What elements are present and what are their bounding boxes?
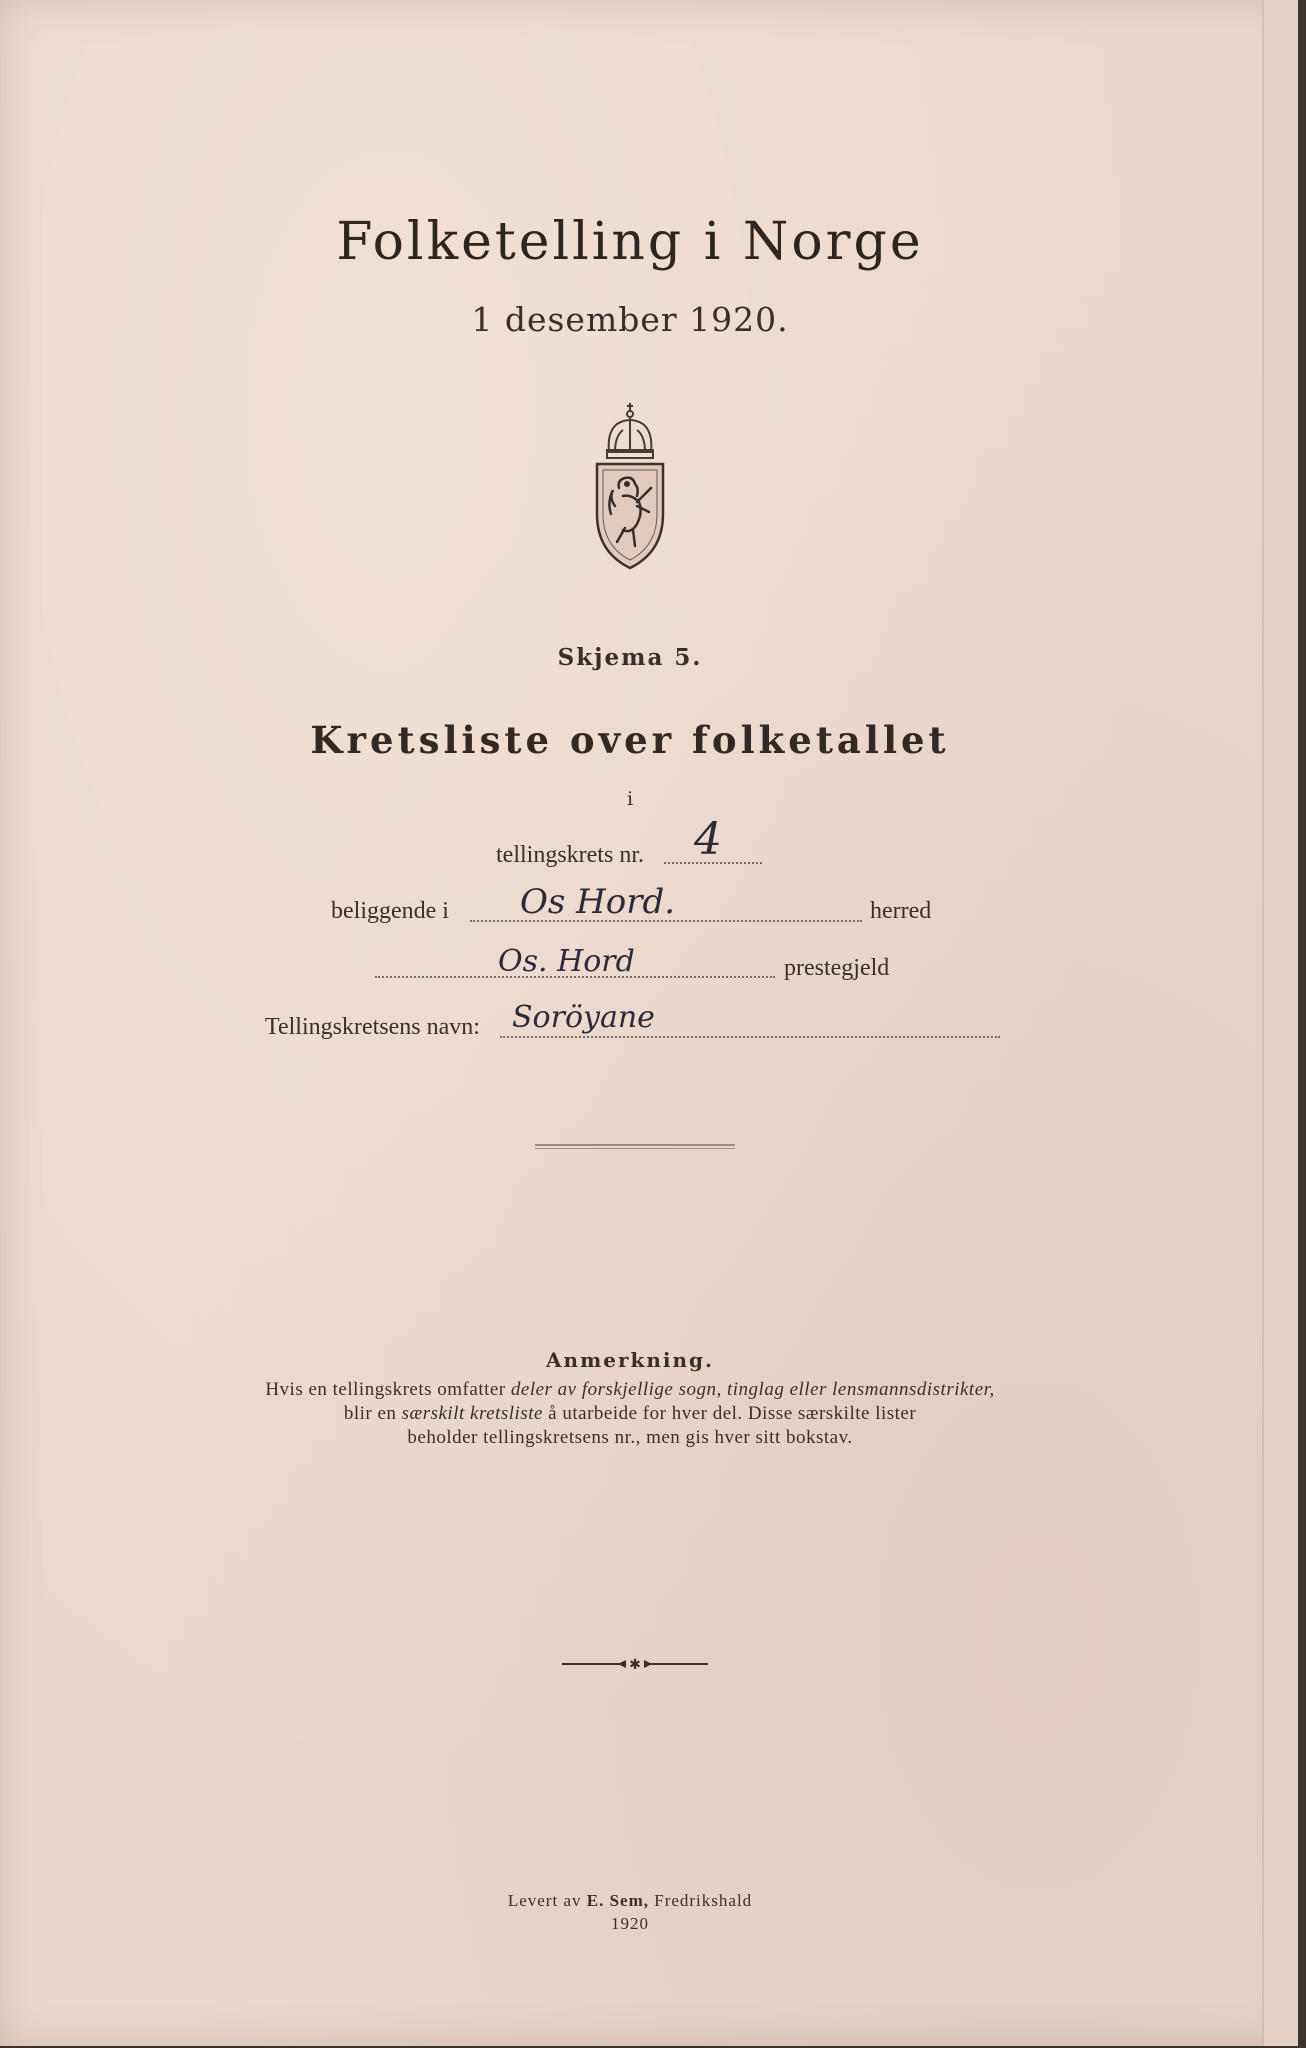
printer-credit: [0, 1891, 1260, 1911]
beliggende-label: beliggende i: [331, 898, 449, 924]
navn-label: Tellingskretsens navn:: [265, 1014, 480, 1040]
form-main-title: Folketelling i Norge: [336, 212, 924, 272]
page-edge: [1264, 0, 1298, 2046]
note-line-1: [0, 1379, 1260, 1401]
preposition-i: i: [626, 788, 634, 810]
svg-text:✱: ✱: [629, 1657, 641, 1671]
note-line-3: beholder tellingskretsens nr., men gis hver sitt bokstav.: [407, 1427, 853, 1448]
prestegjeld-value[interactable]: Os. Hord: [498, 944, 635, 979]
navn-value[interactable]: Soröyane: [512, 1000, 655, 1035]
note-line-2-text-b: å utarbeide for hver del. Disse særskilte lister: [542, 1403, 917, 1424]
navn-line: [500, 1036, 1000, 1038]
coat-of-arms-icon: [587, 402, 673, 572]
printer-text-a: Levert av: [507, 1891, 587, 1910]
note-line-2-text-a: blir en: [343, 1403, 402, 1424]
divider-rule: [535, 1144, 735, 1149]
form-number: Skjema 5.: [557, 644, 703, 671]
printer-place: Fredrikshald: [648, 1891, 753, 1910]
census-date: 1 desember 1920.: [471, 300, 789, 339]
printer-year: 1920: [611, 1914, 649, 1933]
herred-value[interactable]: Os Hord.: [520, 882, 676, 922]
note-line-2: [0, 1403, 1260, 1425]
printer-name: E. Sem,: [586, 1891, 649, 1910]
form-title: Kretsliste over folketallet: [310, 718, 950, 762]
note-line-1-text: Hvis en tellingskrets omfatter: [265, 1379, 511, 1400]
ornament-divider-icon: [560, 1657, 710, 1671]
prestegjeld-label: prestegjeld: [784, 955, 890, 981]
herred-label: herred: [870, 898, 932, 924]
tellingskrets-value[interactable]: 4: [694, 814, 722, 865]
tellingskrets-label: tellingskrets nr.: [496, 842, 644, 868]
note-line-2-italic: særskilt kretsliste: [401, 1403, 543, 1424]
note-line-1-italic: deler av forskjellige sogn, tinglag eller lensmannsdistrikter,: [510, 1379, 995, 1400]
note-heading: Anmerkning.: [546, 1348, 714, 1372]
